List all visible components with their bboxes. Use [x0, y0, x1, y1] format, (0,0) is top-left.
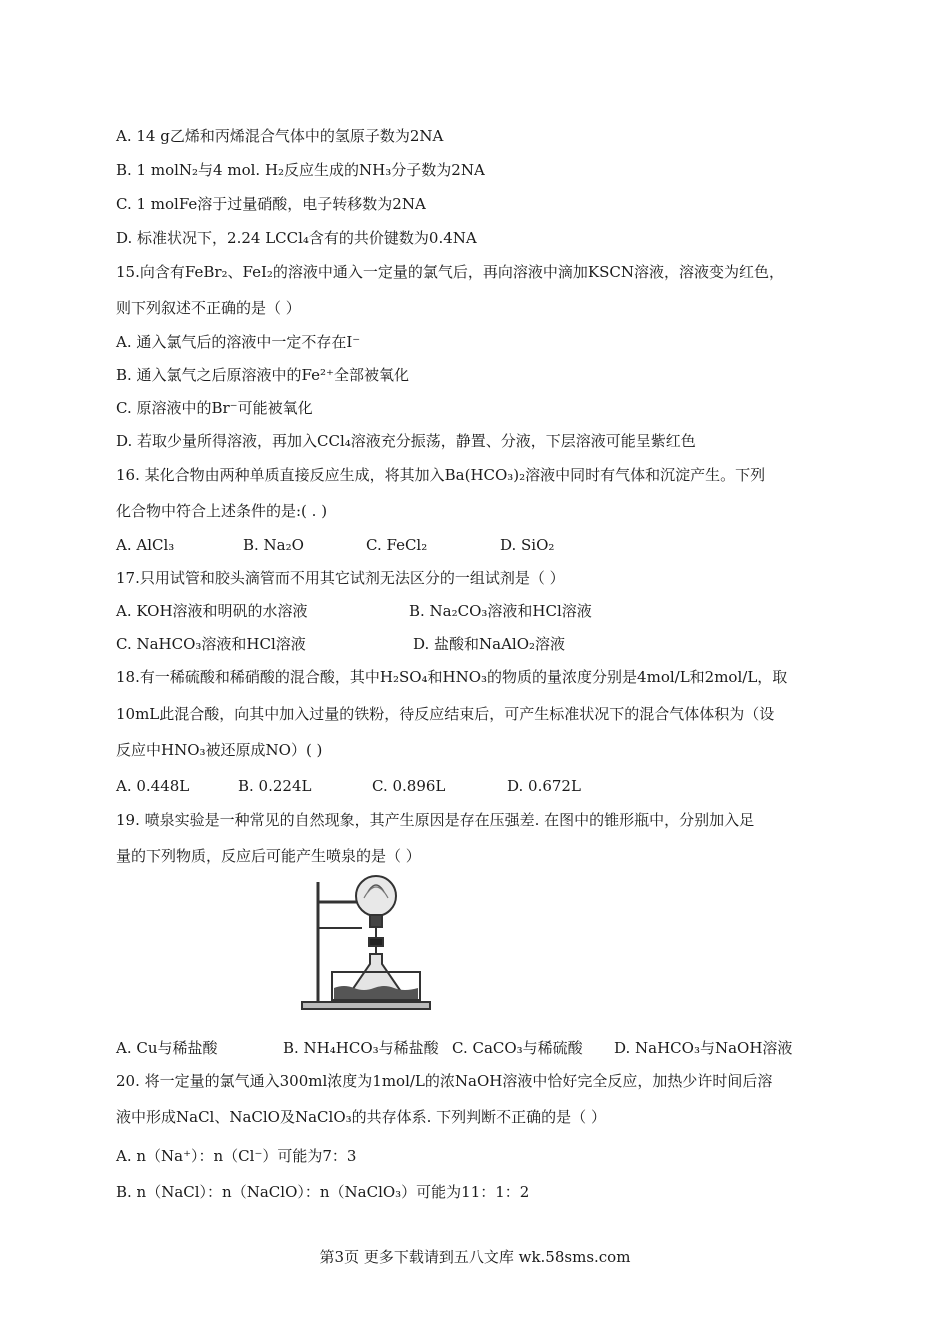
q17-stem: 17.只用试管和胶头滴管而不用其它试剂无法区分的一组试剂是（ ） — [116, 569, 565, 587]
q15-stem-line1: 15.向含有FeBr₂、FeI₂的溶液中通入一定量的氯气后，再向溶液中滴加KSCN溶液，溶液变为红色， — [116, 263, 785, 281]
q20-option-a: A. n（Na⁺）：n（Cl⁻）可能为7：3 — [116, 1147, 357, 1165]
q18-option-a: A. 0.448L — [116, 777, 190, 795]
q18-option-d: D. 0.672L — [507, 777, 581, 795]
q15-option-b: B. 通入氯气之后原溶液中的Fe²⁺全部被氧化 — [116, 366, 409, 384]
q20-option-b: B. n（NaCl）：n（NaClO）：n（NaClO₃）可能为11：1：2 — [116, 1183, 530, 1201]
q20-stem-line1: 20. 将一定量的氯气通入300ml浓度为1mol/L的浓NaOH溶液中恰好完全反应，加热少许时间后溶 — [116, 1072, 773, 1090]
q19-stem-line1: 19. 喷泉实验是一种常见的自然现象，其产生原因是存在压强差. 在图中的锥形瓶中，分别加入足 — [116, 811, 755, 829]
q14-option-b: B. 1 molN₂与4 mol. H₂反应生成的NH₃分子数为2NA — [116, 161, 485, 179]
q16-stem-line2: 化合物中符合上述条件的是:( . ) — [116, 502, 328, 520]
q19-option-c: C. CaCO₃与稀硫酸 — [452, 1039, 583, 1057]
q14-option-c: C. 1 molFe溶于过量硝酸，电子转移数为2NA — [116, 195, 426, 213]
q20-stem-line2: 液中形成NaCl、NaClO及NaClO₃的共存体系. 下列判断不正确的是（ ） — [116, 1108, 606, 1126]
q14-option-a: A. 14 g乙烯和丙烯混合气体中的氢原子数为2NA — [116, 127, 444, 145]
q19-stem-line2: 量的下列物质，反应后可能产生喷泉的是（ ） — [116, 847, 421, 865]
q16-option-b: B. Na₂O — [243, 536, 304, 554]
q17-option-b: B. Na₂CO₃溶液和HCl溶液 — [409, 602, 592, 620]
q18-stem-line3: 反应中HNO₃被还原成NO）( ) — [116, 741, 323, 759]
q18-stem-line1: 18.有一稀硫酸和稀硝酸的混合酸，其中H₂SO₄和HNO₃的物质的量浓度分别是4mol/L和2mol/L，取 — [116, 668, 788, 686]
q17-option-a: A. KOH溶液和明矾的水溶液 — [116, 602, 308, 620]
q16-option-a: A. AlCl₃ — [116, 536, 175, 554]
q19-option-a: A. Cu与稀盐酸 — [116, 1039, 218, 1057]
q19-option-d: D. NaHCO₃与NaOH溶液 — [614, 1039, 793, 1057]
stand-base — [302, 1002, 430, 1009]
q15-option-a: A. 通入氯气后的溶液中一定不存在I⁻ — [116, 333, 361, 351]
q16-stem-line1: 16. 某化合物由两种单质直接反应生成，将其加入Ba(HCO₃)₂溶液中同时有气体和沉淀产生。下列 — [116, 466, 766, 484]
q14-option-d: D. 标准状况下，2.24 LCCl₄含有的共价键数为0.4NA — [116, 229, 477, 247]
q15-option-d: D. 若取少量所得溶液，再加入CCl₄溶液充分振荡，静置、分液，下层溶液可能呈紫红色 — [116, 432, 696, 450]
q16-option-c: C. FeCl₂ — [366, 536, 428, 554]
page-footer: 第3页 更多下载请到五八文库 wk.58sms.com — [319, 1248, 631, 1266]
q17-option-d: D. 盐酸和NaAlO₂溶液 — [413, 635, 566, 653]
q17-option-c: C. NaHCO₃溶液和HCl溶液 — [116, 635, 306, 653]
q19-option-b: B. NH₄HCO₃与稀盐酸 — [283, 1039, 439, 1057]
q18-option-b: B. 0.224L — [238, 777, 312, 795]
round-flask — [356, 876, 396, 916]
q16-option-d: D. SiO₂ — [500, 536, 555, 554]
q18-option-c: C. 0.896L — [372, 777, 446, 795]
q15-stem-line2: 则下列叙述不正确的是（ ） — [116, 299, 301, 317]
fountain-apparatus-figure — [296, 872, 440, 1014]
q15-option-c: C. 原溶液中的Br⁻可能被氧化 — [116, 399, 313, 417]
q18-stem-line2: 10mL此混合酸，向其中加入过量的铁粉，待反应结束后，可产生标准状况下的混合气体体积为（设 — [116, 705, 775, 723]
